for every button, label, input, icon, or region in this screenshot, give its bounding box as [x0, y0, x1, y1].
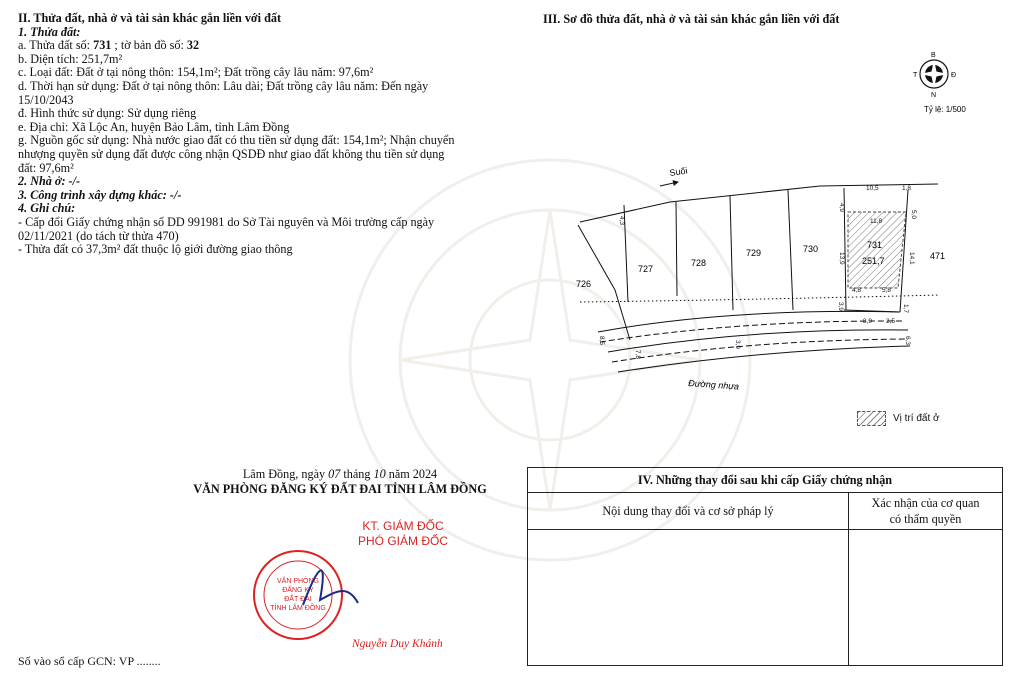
parcel-731: 731 [867, 240, 883, 250]
land-type: c. Loại đất: Đất ở tại nông thôn: 154,1m²; Đất trồng cây lâu năm: 97,6m² [18, 65, 374, 80]
house-line: 2. Nhà ở: -/- [18, 174, 81, 189]
dim-road-left: 7,8 [634, 350, 641, 360]
compass-w: T [913, 72, 918, 79]
dim-road-width: 3,9 [734, 340, 741, 350]
section-2-heading: II. Thửa đất, nhà ở và tài sản khác gắn liền với đất [18, 11, 282, 25]
sign-month: 10 [373, 467, 386, 481]
dim-bot-right: 1,7 [902, 304, 909, 314]
origin-2: nhượng quyền sử dụng đất được công nhận QSDĐ như giao đất không thu tiền sử dụng [18, 146, 445, 161]
dim-inner-top: 11,8 [870, 218, 883, 225]
parcel-729: 729 [746, 248, 762, 258]
road-label: Đường nhựa [687, 378, 740, 392]
dim-bottom-right: 2,5 [886, 318, 896, 325]
legend-hatch-icon [857, 411, 886, 426]
col-confirm-header: Xác nhận của cơ quan có thẩm quyền [849, 493, 1003, 530]
dim-right-side: 14,1 [908, 252, 915, 265]
svg-text:VĂN PHÒNG: VĂN PHÒNG [276, 578, 320, 585]
svg-text:ĐẤT ĐAI: ĐẤT ĐAI [284, 596, 312, 603]
parcel-726: 726 [576, 279, 592, 289]
dim-top: 10,5 [866, 185, 879, 192]
parcel-heading: 1. Thửa đất: [18, 24, 81, 39]
parcel-471: 471 [930, 251, 946, 261]
parcel-line-a: a. Thửa đất số: 731 ; tờ bản đồ số: 32 [18, 38, 200, 53]
compass-e: Đ [951, 72, 957, 79]
sign-day: 07 [328, 467, 341, 481]
compass-icon [913, 52, 956, 99]
dim-rt-top: 5,0 [910, 210, 917, 220]
compass-s: N [931, 92, 937, 99]
use-form: đ. Hình thức sử dụng: Sử dụng riêng [18, 106, 197, 121]
dim-lower-left: 4,8 [852, 287, 862, 294]
dim-bottom: 8,9 [863, 318, 873, 325]
section-4-heading: IV. Những thay đổi sau khi cấp Giấy chứng nhận [528, 468, 1003, 493]
construction-line: 3. Công trình xây dựng khác: -/- [18, 187, 182, 202]
svg-text:TỈNH LÂM ĐỒNG: TỈNH LÂM ĐỒNG [270, 605, 326, 612]
dim-left-side: 13,9 [838, 252, 845, 265]
section-2 [18, 12, 498, 257]
scale-label: Tỷ lệ: 1/500 [924, 105, 966, 114]
parcel-730: 730 [803, 244, 819, 254]
dim-far-left: 8,5 [598, 336, 605, 346]
parcel-727: 727 [638, 264, 654, 274]
svg-text:ĐĂNG KÝ: ĐĂNG KÝ [282, 587, 314, 594]
office-name: VĂN PHÒNG ĐĂNG KÝ ĐẤT ĐAI TỈNH LÂM ĐỒNG [193, 482, 487, 496]
kt-label: KT. GIÁM ĐỐC [362, 519, 444, 533]
parcel-728: 728 [691, 258, 707, 268]
note-1b: 02/11/2021 (do tách từ thửa 470) [18, 228, 179, 243]
note-1a: - Cấp đổi Giấy chứng nhận số DD 991981 do Sở Tài nguyên và Môi trường cấp ngày [18, 214, 435, 229]
parcel-map [560, 40, 1000, 410]
section-3-heading: III. Sơ đồ thửa đất, nhà ở và tài sản khác gắn liền với đất [543, 12, 840, 26]
signature-block [170, 467, 510, 497]
changes-cell[interactable] [528, 530, 849, 666]
parcel-number: 731 [93, 38, 112, 53]
dim-lt-top: 4,9 [838, 203, 845, 213]
address: e. Địa chỉ: Xã Lộc An, huyện Bảo Lâm, tỉnh Lâm Đồng [18, 119, 290, 134]
legend-label: Vị trí đất ở [893, 413, 940, 424]
origin-3: đất: 97,6m² [18, 160, 74, 175]
dim-top-right: 1,8 [902, 185, 912, 192]
sign-date: Lâm Đồng, ngày 07 tháng 10 năm 2024 [242, 467, 438, 481]
use-term-1: d. Thời hạn sử dụng: Đất ở tại nông thôn: Lâu dài; Đất trồng cây lâu năm: Đến ngày [18, 78, 429, 93]
dim-edge-left: 4,3 [618, 216, 625, 226]
note-2: - Thửa đất có 37,3m² đất thuộc lộ giới đường giao thông [18, 242, 293, 257]
red-seal-stamp [248, 545, 368, 645]
signer-name: Nguyễn Duy Khánh [352, 638, 443, 650]
register-number: Số vào sổ cấp GCN: VP ........ [18, 654, 161, 668]
changes-table [527, 467, 1003, 666]
origin-1: g. Nguồn gốc sử dụng: Nhà nước giao đất có thu tiền sử dụng đất: 154,1m²; Nhận chuyển [18, 133, 455, 148]
compass-n: B [931, 52, 936, 59]
parcel-731-area: 251,7 [862, 256, 885, 266]
parcel-area: b. Diện tích: 251,7m² [18, 51, 123, 66]
dim-b-right: 6,3 [904, 336, 911, 346]
confirm-cell[interactable] [849, 530, 1003, 666]
dim-lower-right: 5,8 [882, 287, 892, 294]
map-sheet-number: 32 [186, 38, 200, 53]
deputy-label: PHÓ GIÁM ĐỐC [358, 534, 449, 548]
dim-bot-left: 3,9 [837, 302, 844, 312]
signer-title [358, 519, 448, 549]
notes-heading: 4. Ghi chú: [18, 201, 76, 216]
stream-label: Suối [668, 165, 689, 178]
col-changes-header: Nội dung thay đổi và cơ sở pháp lý [528, 493, 849, 530]
use-term-2: 15/10/2043 [18, 92, 74, 107]
